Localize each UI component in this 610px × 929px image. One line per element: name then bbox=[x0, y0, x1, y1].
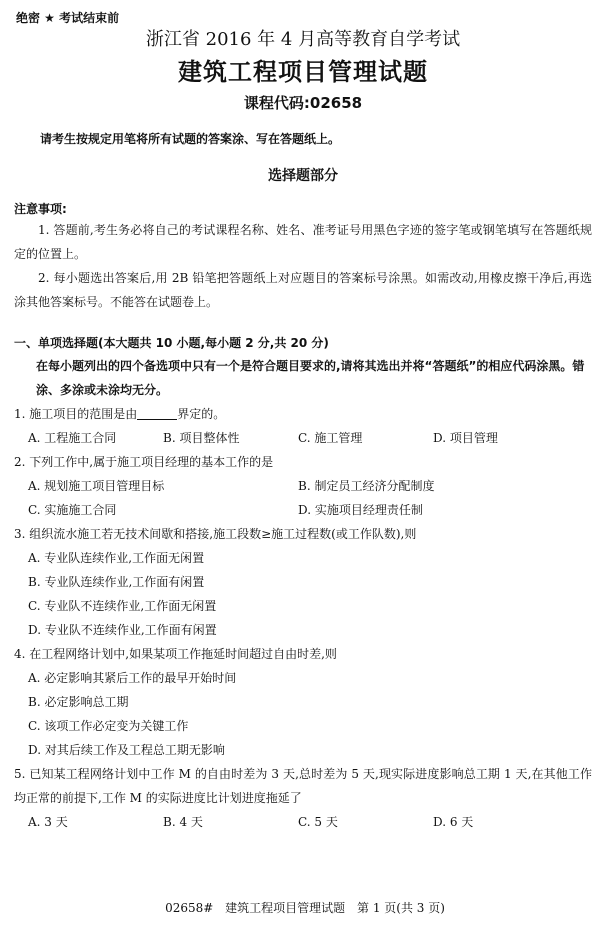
question-options bbox=[14, 498, 592, 522]
footer-title: 建筑工程项目管理试题 bbox=[225, 901, 346, 915]
option-a: A. 3 天 bbox=[28, 815, 68, 829]
page-footer bbox=[0, 899, 610, 917]
option-a: A. 专业队连续作业,工作面无闲置 bbox=[28, 551, 205, 565]
note-item: 2. 每小题选出答案后,用 2B 铅笔把答题纸上对应题目的答案标号涂黑。如需改动,用橡皮擦干净后,再选涂其他答案标号。不能答在试题卷上。 bbox=[14, 271, 592, 309]
question-stem: 2. 下列工作中,属于施工项目经理的基本工作的是 bbox=[14, 455, 274, 469]
question-stem-after-blank: 界定的。 bbox=[177, 407, 226, 421]
option-b: B. 必定影响总工期 bbox=[28, 695, 129, 709]
notes-heading: 注意事项: bbox=[14, 202, 67, 216]
question-stem-before-blank: 1. 施工项目的范围是由 bbox=[14, 407, 138, 421]
footer-page-number: 第 1 页(共 3 页) bbox=[357, 901, 445, 915]
confidential-mark: 绝密 ★ 考试结束前 bbox=[16, 11, 120, 25]
option-b: B. 项目整体性 bbox=[163, 431, 240, 445]
note-item: 1. 答题前,考生务必将自己的考试课程名称、姓名、准考证号用黑色字迹的签字笔或钢笔填写在答题纸规定的位置上。 bbox=[14, 223, 592, 261]
option-a: A. 规划施工项目管理目标 bbox=[28, 479, 165, 493]
exam-title: 浙江省 2016 年 4 月高等教育自学考试 bbox=[145, 29, 461, 50]
question-stem: 5. 已知某工程网络计划中工作 M 的自由时差为 3 天,总时差为 5 天,现实际进度影响总工期 1 天,在其他工作均正常的前提下,工作 M 的实际进度比计划进度拖延了 bbox=[14, 767, 592, 805]
paper-title: 建筑工程项目管理试题 bbox=[178, 58, 428, 86]
section-heading: 一、单项选择题(本大题共 10 小题,每小题 2 分,共 20 分) bbox=[14, 336, 329, 350]
option-c: C. 专业队不连续作业,工作面无闲置 bbox=[28, 599, 217, 613]
option-c: C. 5 天 bbox=[298, 815, 338, 829]
option-a: A. 必定影响其紧后工作的最早开始时间 bbox=[28, 671, 237, 685]
option-d: D. 6 天 bbox=[433, 815, 474, 829]
fill-blank bbox=[137, 405, 177, 420]
question-options bbox=[14, 426, 592, 450]
option-d: D. 项目管理 bbox=[433, 431, 498, 445]
option-d: D. 对其后续工作及工程总工期无影响 bbox=[28, 743, 225, 757]
question-stem: 4. 在工程网络计划中,如果某项工作拖延时间超过自由时差,则 bbox=[14, 647, 337, 661]
answer-sheet-notice: 请考生按规定用笔将所有试题的答案涂、写在答题纸上。 bbox=[40, 132, 341, 146]
part-title: 选择题部分 bbox=[268, 168, 338, 184]
option-c: C. 该项工作必定变为关键工作 bbox=[28, 719, 189, 733]
option-b: B. 专业队连续作业,工作面有闲置 bbox=[28, 575, 205, 589]
question-options bbox=[14, 474, 592, 498]
footer-code: 02658# bbox=[165, 901, 214, 915]
option-b: B. 制定员工经济分配制度 bbox=[298, 479, 435, 493]
section-description: 在每小题列出的四个备选项中只有一个是符合题目要求的,请将其选出并将“答题纸”的相应代码涂黑。错涂、多涂或未涂均无分。 bbox=[36, 359, 585, 397]
question-options bbox=[14, 810, 592, 834]
option-c: C. 施工管理 bbox=[298, 431, 363, 445]
option-b: B. 4 天 bbox=[163, 815, 203, 829]
option-d: D. 专业队不连续作业,工作面有闲置 bbox=[28, 623, 217, 637]
question-stem: 3. 组织流水施工若无技术间歇和搭接,施工段数≥施工过程数(或工作队数),则 bbox=[14, 527, 417, 541]
course-code: 课程代码:02658 bbox=[243, 94, 363, 112]
option-d: D. 实施项目经理责任制 bbox=[298, 503, 423, 517]
question-stem bbox=[14, 402, 592, 426]
option-c: C. 实施施工合同 bbox=[28, 503, 117, 517]
option-a: A. 工程施工合同 bbox=[28, 431, 117, 445]
